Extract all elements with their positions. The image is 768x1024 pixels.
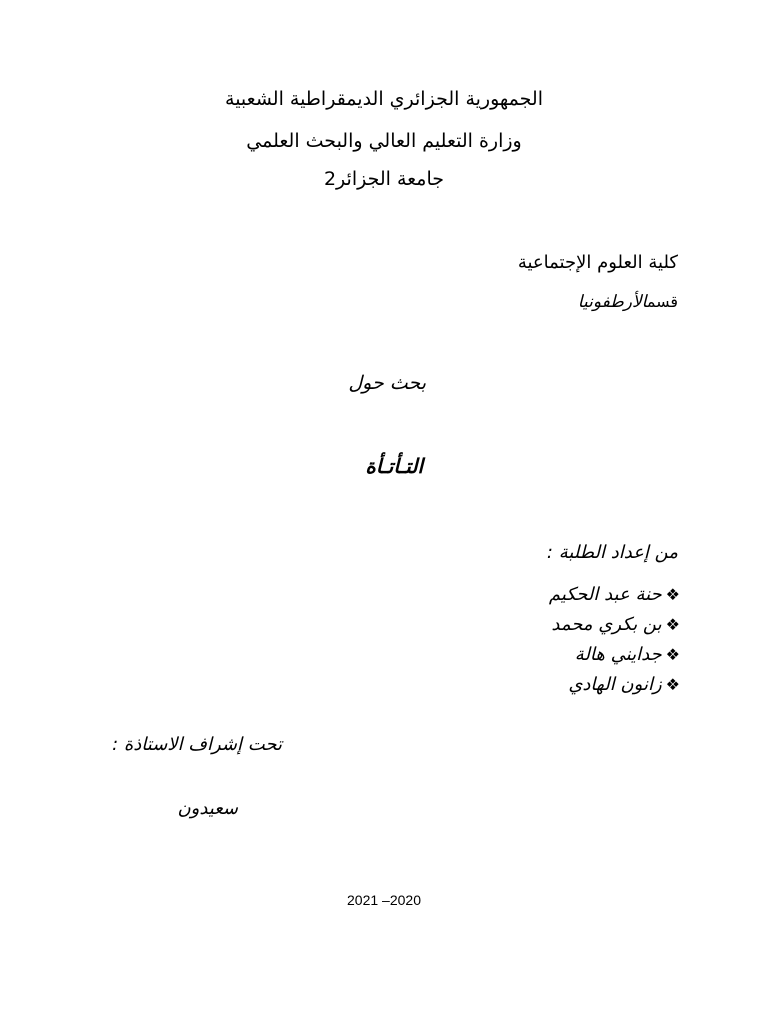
university-heading: جامعة الجزائر2 [323, 168, 445, 190]
bullet-icon: ❖ [665, 675, 680, 694]
supervisor-heading: تحت إشراف الاستاذة : [112, 734, 282, 755]
research-title: التـأتـأة [365, 454, 423, 478]
research-intro: بحث حول [348, 372, 426, 394]
academic-year: 2021 –2020 [347, 892, 421, 908]
republic-heading: الجمهورية الجزائري الديمقراطية الشعبية [225, 88, 543, 110]
department-name: الأرطفونيا [577, 292, 647, 312]
students-heading: من إعداد الطلبة : [546, 542, 678, 563]
supervisor-name: سعيدون [177, 798, 238, 819]
list-item [575, 646, 680, 664]
student-name: بن بكري محمد [551, 614, 662, 635]
student-name: زانون الهادي [568, 674, 662, 695]
department-line [578, 294, 678, 311]
bullet-icon: ❖ [665, 585, 680, 604]
faculty-name: كلية العلوم الإجتماعية [517, 252, 678, 273]
list-item [551, 616, 680, 634]
list-item [549, 586, 680, 604]
department-prefix: قسم [646, 292, 678, 311]
student-name: جدايني هالة [574, 644, 662, 665]
student-name: حنة عبد الحكيم [548, 584, 662, 605]
bullet-icon: ❖ [665, 615, 680, 634]
bullet-icon: ❖ [665, 645, 680, 664]
ministry-heading: وزارة التعليم العالي والبحث العلمي [246, 130, 522, 152]
list-item [568, 676, 680, 694]
